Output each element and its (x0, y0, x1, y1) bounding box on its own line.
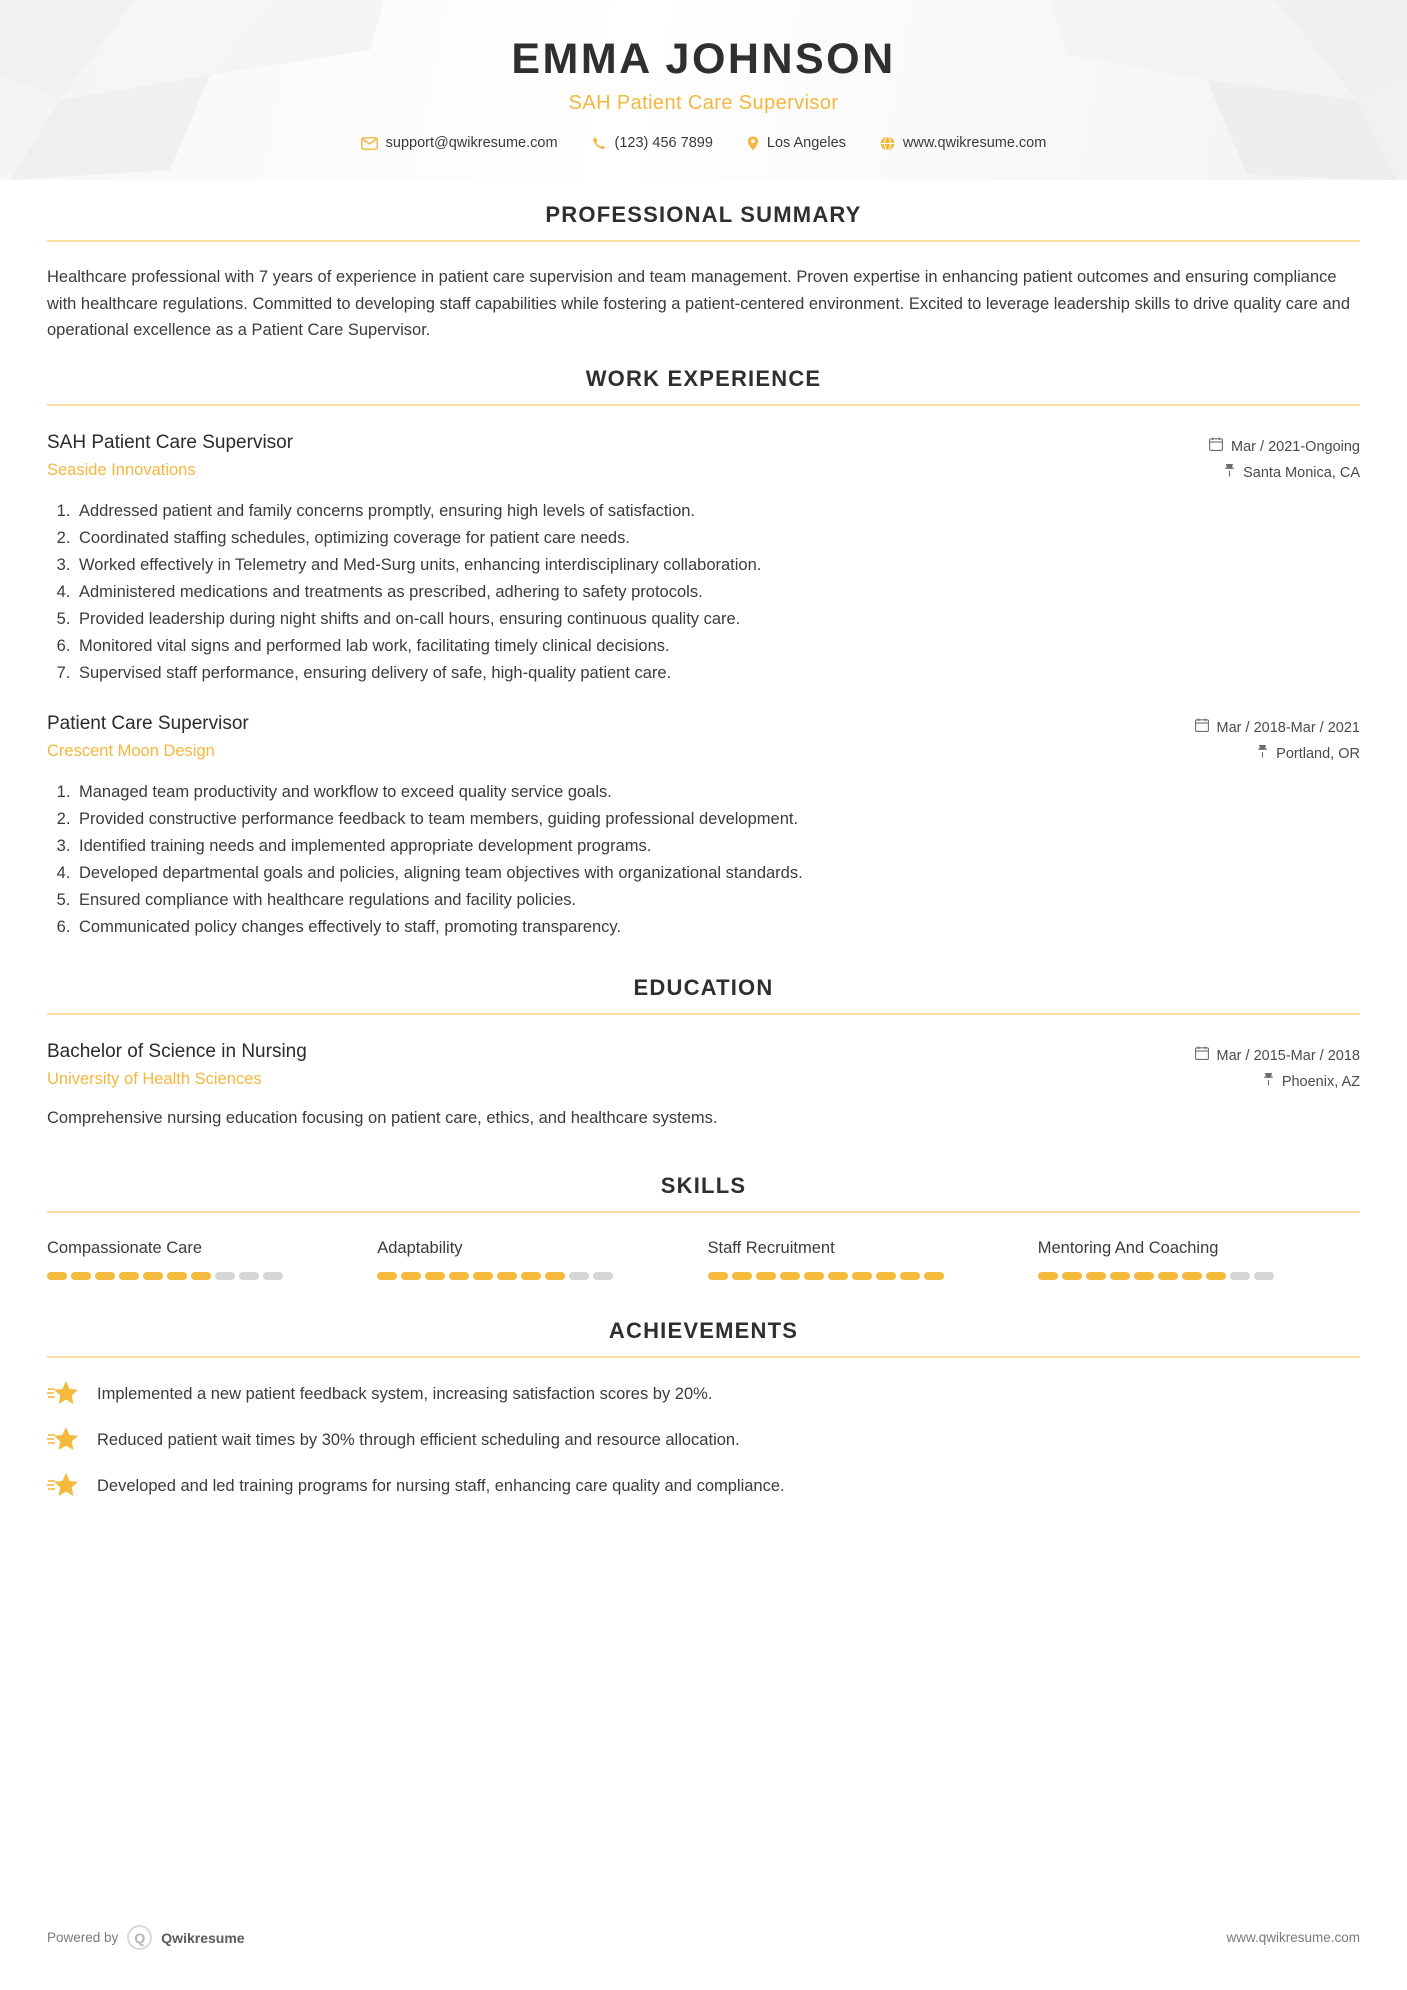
skill-dot (1086, 1272, 1106, 1280)
list-item: 1. Addressed patient and family concerns promptly, ensuring high levels of satisfaction. (75, 498, 1360, 525)
experience-dates-text: Mar / 2018-Mar / 2021 (1216, 720, 1360, 737)
skill-label: Compassionate Care (47, 1238, 202, 1257)
experience-job-title: Patient Care Supervisor (47, 713, 249, 735)
list-item: 4. Developed departmental goals and policies, aligning team objectives with organizational standards. (75, 860, 1360, 887)
skill-dot (239, 1272, 259, 1280)
brand-block[interactable] (47, 1925, 245, 1950)
education-degree: Bachelor of Science in Nursing (47, 1041, 307, 1063)
education-location (1195, 1070, 1360, 1095)
skill-label: Mentoring And Coaching (1037, 1238, 1219, 1257)
contact-location-text: Los Angeles (766, 135, 846, 152)
skill-dot (263, 1272, 283, 1280)
calendar-icon (1195, 1044, 1209, 1069)
section-skills (47, 1173, 1360, 1280)
list-item: 1. Managed team productivity and workflow to exceed quality service goals. (75, 779, 1360, 806)
list-item: 6. Monitored vital signs and performed lab work, facilitating timely clinical decisions. (75, 633, 1360, 660)
skill-dot (377, 1272, 397, 1280)
globe-icon (880, 136, 895, 151)
contact-location (747, 135, 846, 151)
experience-dates-text: Mar / 2021-Ongoing (1231, 439, 1360, 456)
pin-icon (1263, 1070, 1274, 1095)
skill-dot (924, 1272, 944, 1280)
pin-icon (1257, 742, 1268, 767)
skill-dot (1062, 1272, 1082, 1280)
skill-item (47, 1239, 369, 1280)
skill-dot (215, 1272, 235, 1280)
skill-item (1038, 1239, 1360, 1280)
footer-website: www.qwikresume.com (1226, 1930, 1360, 1945)
experience-dates (1195, 716, 1360, 741)
section-title-experience: WORK EXPERIENCE (585, 366, 822, 392)
skill-dot (425, 1272, 445, 1280)
experience-company: Seaside Innovations (47, 461, 196, 480)
skill-dot (1110, 1272, 1130, 1280)
skill-dot (545, 1272, 565, 1280)
section-divider (47, 240, 1360, 242)
list-item (47, 1380, 1360, 1406)
skill-dot (828, 1272, 848, 1280)
section-divider (47, 1356, 1360, 1358)
achievements-list (47, 1380, 1360, 1498)
list-item: 3. Identified training needs and implemented appropriate development programs. (75, 833, 1360, 860)
experience-bullets (47, 779, 1360, 941)
skill-dot (756, 1272, 776, 1280)
calendar-icon (1209, 435, 1223, 460)
education-school: University of Health Sciences (47, 1070, 262, 1089)
skill-dot (71, 1272, 91, 1280)
skill-dot (1254, 1272, 1274, 1280)
list-item: 5. Ensured compliance with healthcare regulations and facility policies. (75, 887, 1360, 914)
job-role-subtitle: SAH Patient Care Supervisor (568, 92, 839, 115)
skill-dot (143, 1272, 163, 1280)
page-title: EMMA JOHNSON (511, 35, 896, 83)
list-item: 4. Administered medications and treatments as prescribed, adhering to safety protocols. (75, 579, 1360, 606)
experience-entry (47, 713, 1360, 941)
powered-by-label: Powered by (47, 1930, 119, 1945)
experience-location (1195, 742, 1360, 767)
contact-email-text: support@qwikresume.com (385, 135, 558, 152)
star-icon (47, 1380, 81, 1406)
experience-entry (47, 432, 1360, 687)
skill-dot (780, 1272, 800, 1280)
list-item: 2. Coordinated staffing schedules, optimizing coverage for patient care needs. (75, 525, 1360, 552)
contact-website[interactable] (880, 135, 1046, 151)
skill-dot (593, 1272, 613, 1280)
pin-icon (1224, 461, 1235, 486)
section-achievements (47, 1318, 1360, 1498)
mail-icon (361, 137, 378, 150)
star-icon (47, 1426, 81, 1452)
experience-dates (1209, 435, 1360, 460)
skill-dot (167, 1272, 187, 1280)
calendar-icon (1195, 716, 1209, 741)
summary-text: Healthcare professional with 7 years of experience in patient care supervision and team management. Proven expertise in enhancing patient outcomes and ensuring compliance with healthcare regulations. Committed to developing staff capabilities while fostering a patient-centered environment. Excited to leverage leadership skills to drive quality care and operational excellence as a Patient Care Supervisor. (47, 268, 1350, 340)
list-item (47, 1472, 1360, 1498)
skill-rating (47, 1272, 369, 1280)
section-education (47, 975, 1360, 1131)
page-footer (47, 1925, 1360, 1950)
skill-dot (119, 1272, 139, 1280)
achievement-text: Implemented a new patient feedback system, increasing satisfaction scores by 20%. (97, 1384, 713, 1403)
list-item: 6. Communicated policy changes effectively to staff, promoting transparency. (75, 914, 1360, 941)
skill-dot (47, 1272, 67, 1280)
list-item: 3. Worked effectively in Telemetry and Med-Surg units, enhancing interdisciplinary collaboration. (75, 552, 1360, 579)
skill-item (708, 1239, 1030, 1280)
skill-label: Adaptability (377, 1238, 463, 1257)
skills-grid (47, 1239, 1360, 1280)
skill-dot (852, 1272, 872, 1280)
skill-dot (1038, 1272, 1058, 1280)
brand-name: Qwikresume (161, 1929, 245, 1946)
experience-bullets (47, 498, 1360, 687)
list-item (47, 1426, 1360, 1452)
skill-dot (95, 1272, 115, 1280)
skill-dot (497, 1272, 517, 1280)
skill-dot (876, 1272, 896, 1280)
section-divider (47, 1211, 1360, 1213)
section-work-experience (47, 366, 1360, 941)
experience-company: Crescent Moon Design (47, 742, 215, 761)
section-professional-summary (47, 202, 1360, 344)
skill-dot (732, 1272, 752, 1280)
skill-rating (1038, 1272, 1360, 1280)
contact-bar (0, 135, 1407, 151)
list-item: 5. Provided leadership during night shifts and on-call hours, ensuring continuous quality care. (75, 606, 1360, 633)
education-dates (1195, 1044, 1360, 1069)
section-divider (47, 1013, 1360, 1015)
qwikresume-logo-icon: Q (127, 1925, 152, 1950)
contact-phone[interactable] (592, 135, 713, 151)
education-location-text: Phoenix, AZ (1281, 1073, 1360, 1090)
achievement-text: Developed and led training programs for nursing staff, enhancing care quality and compliance. (97, 1476, 785, 1495)
star-icon (47, 1472, 81, 1498)
education-description: Comprehensive nursing education focusing on patient care, ethics, and healthcare systems. (47, 1109, 718, 1128)
skill-dot (1158, 1272, 1178, 1280)
skill-rating (377, 1272, 699, 1280)
section-title-achievements: ACHIEVEMENTS (608, 1317, 799, 1343)
resume-header (0, 0, 1407, 180)
phone-icon (592, 136, 607, 151)
section-title-education: EDUCATION (633, 975, 774, 1001)
contact-website-text: www.qwikresume.com (902, 135, 1047, 152)
experience-location-text: Santa Monica, CA (1243, 464, 1360, 481)
skill-dot (1230, 1272, 1250, 1280)
skill-dot (1182, 1272, 1202, 1280)
achievement-text: Reduced patient wait times by 30% through efficient scheduling and resource allocation. (97, 1430, 740, 1449)
skill-label: Staff Recruitment (707, 1238, 835, 1257)
education-dates-text: Mar / 2015-Mar / 2018 (1216, 1048, 1360, 1065)
list-item: 2. Provided constructive performance feedback to team members, guiding professional development. (75, 806, 1360, 833)
section-divider (47, 404, 1360, 406)
experience-location (1209, 461, 1360, 486)
skill-dot (1134, 1272, 1154, 1280)
section-title-summary: PROFESSIONAL SUMMARY (545, 202, 862, 227)
experience-job-title: SAH Patient Care Supervisor (47, 432, 294, 454)
skill-dot (401, 1272, 421, 1280)
section-title-skills: SKILLS (660, 1172, 747, 1198)
skill-dot (449, 1272, 469, 1280)
skill-item (377, 1239, 699, 1280)
contact-email[interactable] (361, 135, 558, 151)
skill-dot (569, 1272, 589, 1280)
skill-rating (708, 1272, 1030, 1280)
education-entry (47, 1041, 1360, 1131)
list-item: 7. Supervised staff performance, ensuring delivery of safe, high-quality patient care. (75, 660, 1360, 687)
skill-dot (804, 1272, 824, 1280)
experience-location-text: Portland, OR (1276, 745, 1360, 762)
skill-dot (1206, 1272, 1226, 1280)
skill-dot (521, 1272, 541, 1280)
skill-dot (900, 1272, 920, 1280)
skill-dot (708, 1272, 728, 1280)
skill-dot (191, 1272, 211, 1280)
contact-phone-text: (123) 456 7899 (614, 135, 713, 152)
map-pin-icon (747, 136, 759, 151)
skill-dot (473, 1272, 493, 1280)
